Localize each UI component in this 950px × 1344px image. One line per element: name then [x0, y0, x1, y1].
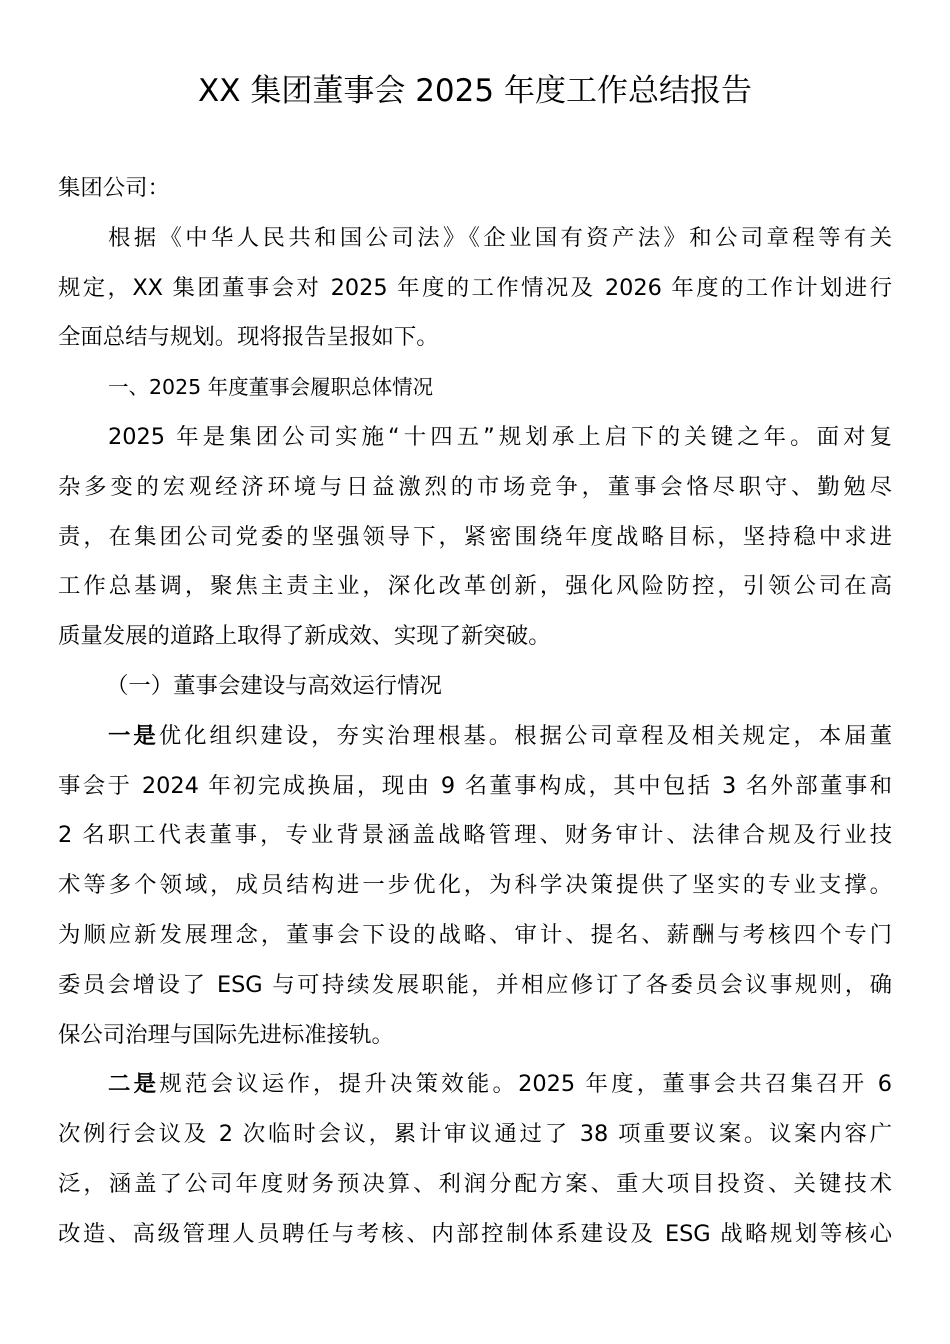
point-2-paragraph	[58, 1060, 892, 1259]
subsection-heading: （一）董事会建设与高效运行情况	[106, 672, 442, 699]
paragraph-line: 责，在集团公司党委的坚强领导下，紧密围绕年度战略目标，坚持稳中求进	[58, 523, 892, 550]
paragraph-line: 根据《中华人民共和国公司法》《企业国有资产法》和公司章程等有关	[108, 224, 892, 251]
paragraph-line: 规定，XX 集团董事会对 2025 年度的工作情况及 2026 年度的工作计划进行	[58, 274, 892, 301]
paragraph-line: 质量发展的道路上取得了新成效、实现了新突破。	[58, 623, 551, 650]
intro-paragraph	[58, 214, 892, 363]
point-1-paragraph	[58, 712, 892, 1061]
document-title: XX 集团董事会 2025 年度工作总结报告	[198, 73, 752, 109]
section-1-paragraph	[58, 413, 892, 662]
paragraph-line: 泛，涵盖了公司年度财务预决算、利润分配方案、重大项目投资、关键技术	[58, 1170, 892, 1197]
paragraph-line: 2 名职工代表董事，专业背景涵盖战略管理、财务审计、法律合规及行业技	[58, 822, 892, 849]
salutation: 集团公司：	[58, 175, 170, 201]
paragraph-line	[58, 1060, 892, 1110]
paragraph-line: 委员会增设了 ESG 与可持续发展职能，并相应修订了各委员会议事规则，确	[58, 971, 892, 998]
point-first-line: 优化组织建设，夯实治理根基。根据公司章程及相关规定，本届董	[158, 722, 893, 749]
paragraph-line: 保公司治理与国际先进标准接轨。	[58, 1021, 394, 1048]
point-first-line: 规范会议运作，提升决策效能。2025 年度，董事会共召集召开 6	[159, 1071, 892, 1098]
document-body	[58, 164, 892, 1260]
paragraph-line: 改造、高级管理人员聘任与考核、内部控制体系建设及 ESG 战略规划等核心	[58, 1220, 892, 1247]
paragraph-line: 术等多个领域，成员结构进一步优化，为科学决策提供了坚实的专业支撑。	[58, 872, 892, 899]
paragraph-line: 2025 年是集团公司实施“十四五”规划承上启下的关键之年。面对复	[108, 423, 892, 450]
paragraph-line: 事会于 2024 年初完成换届，现由 9 名董事构成，其中包括 3 名外部董事和	[58, 772, 892, 799]
paragraph-line	[58, 712, 892, 762]
paragraph-line: 全面总结与规划。现将报告呈报如下。	[58, 324, 439, 351]
paragraph-line: 工作总基调，聚焦主责主业，深化改革创新，强化风险防控，引领公司在高	[58, 573, 892, 600]
paragraph-line: 杂多变的宏观经济环境与日益激烈的市场竞争，董事会恪尽职守、勤勉尽	[58, 473, 892, 500]
point-lead: 二是	[108, 1071, 160, 1098]
section-heading: 一、2025 年度董事会履职总体情况	[108, 375, 434, 400]
paragraph-line: 为顺应新发展理念，董事会下设的战略、审计、提名、薪酬与考核四个专门	[58, 921, 892, 948]
paragraph-line: 次例行会议及 2 次临时会议，累计审议通过了 38 项重要议案。议案内容广	[58, 1121, 892, 1148]
point-lead: 一是	[108, 722, 159, 749]
